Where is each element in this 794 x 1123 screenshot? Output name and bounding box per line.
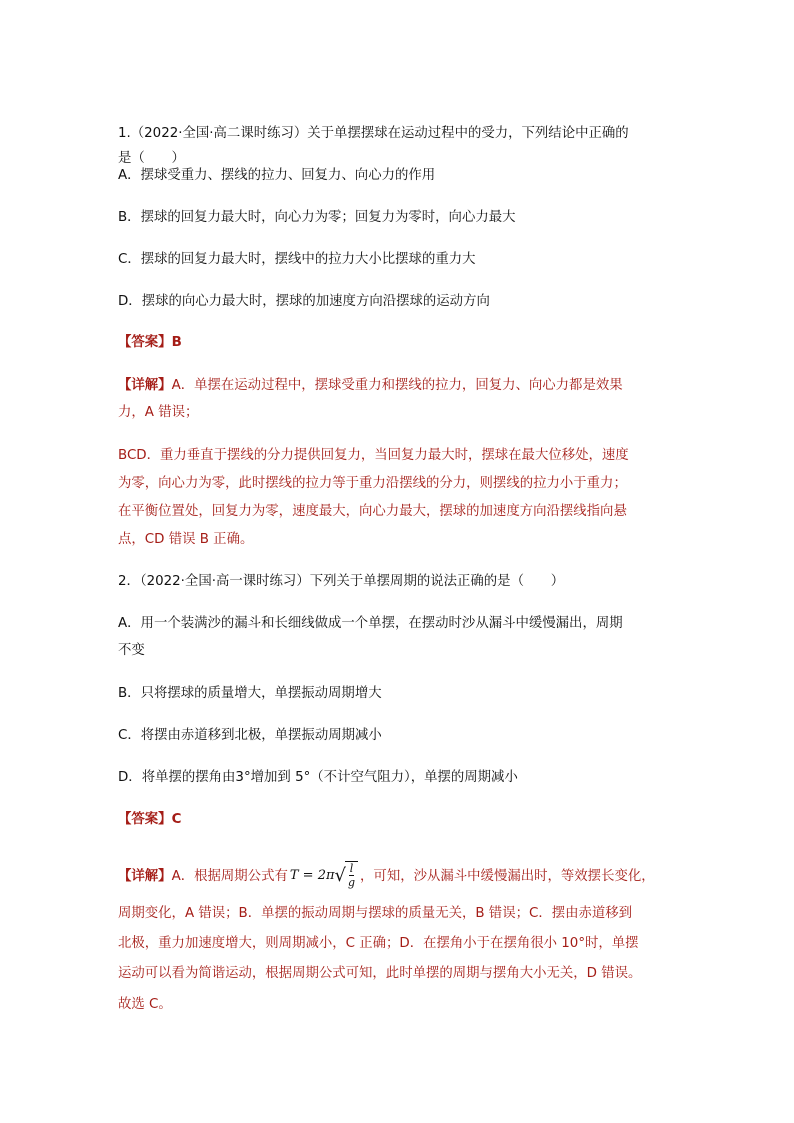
q1-option-d: D．摆球的向心力最大时，摆球的加速度方向沿摆球的运动方向 — [118, 294, 490, 309]
q1-stem-line-2: 是（ ） — [118, 151, 185, 166]
q2-detail-line-1 — [118, 859, 655, 894]
q2-answer-label: 【答案】 — [118, 812, 172, 827]
q1-detail-label: 【详解】 — [118, 378, 172, 393]
q1-answer — [118, 333, 182, 353]
q1-option-b: B．摆球的回复力最大时，向心力为零；回复力为零时，向心力最大 — [118, 210, 516, 225]
q1-detail-line-1 — [118, 376, 623, 396]
q2-option-b: B．只将摆球的质量增大，单摆振动周期增大 — [118, 686, 382, 701]
q1-detail-text-1: A．单摆在运动过程中，摆球受重力和摆线的拉力，回复力、向心力都是效果 — [171, 378, 623, 393]
q1-detail-line-2: 力，A 错误； — [118, 405, 199, 420]
q2-detail-line-4: 运动可以看为简谐运动，根据周期公式可知，此时单摆的周期与摆角大小无关，D 错误。 — [118, 966, 642, 981]
q2-option-a-line-2: 不变 — [118, 643, 145, 658]
radical-sign-icon: √ — [334, 864, 346, 886]
q2-detail-line-2: 周期变化，A 错误；B．单摆的振动周期与摆球的质量无关，B 错误；C．摆由赤道移到 — [118, 906, 633, 921]
q1-detail-line-3: BCD．重力垂直于摆线的分力提供回复力，当回复力最大时，摆球在最大位移处，速度 — [118, 448, 629, 463]
formula-numerator: l — [349, 861, 354, 875]
period-formula — [290, 859, 358, 893]
q2-detail-line-5: 故选 C。 — [118, 997, 172, 1012]
formula-lhs: T = 2π — [289, 868, 335, 883]
q2-detail-text-1b: ，可知，沙从漏斗中缓慢漏出时，等效摆长变化， — [360, 869, 655, 884]
q1-detail-line-6: 点，CD 错误 B 正确。 — [118, 532, 254, 547]
q2-option-d: D．将单摆的摆角由3°增加到 5°（不计空气阻力），单摆的周期减小 — [118, 770, 518, 785]
q2-stem: 2．（2022·全国·高一课时练习）下列关于单摆周期的说法正确的是（ ） — [118, 574, 565, 589]
formula-denominator: g — [348, 875, 356, 889]
q2-option-c: C．将摆由赤道移到北极，单摆振动周期减小 — [118, 728, 382, 743]
q2-detail-label: 【详解】 — [118, 869, 172, 884]
q2-answer-value: C — [171, 812, 182, 827]
q2-option-a-line-1: A．用一个装满沙的漏斗和长细线做成一个单摆，在摆动时沙从漏斗中缓慢漏出，周期 — [118, 616, 623, 631]
q2-answer — [118, 810, 181, 830]
q1-detail-line-4: 为零，向心力为零，此时摆线的拉力等于重力沿摆线的分力，则摆线的拉力小于重力； — [118, 476, 627, 491]
q1-answer-value: B — [171, 335, 182, 350]
q2-detail-line-3: 北极，重力加速度增大，则周期减小，C 正确；D．在摆角小于在摆角很小 10°时，单摆 — [118, 936, 639, 951]
sqrt-radical — [335, 861, 359, 891]
q1-stem-line-1: 1.（2022·全国·高二课时练习）关于单摆摆球在运动过程中的受力，下列结论中正确的 — [118, 126, 629, 141]
q2-detail-text-1a: A．根据周期公式有 — [171, 869, 288, 884]
q1-answer-label: 【答案】 — [118, 335, 172, 350]
formula-fraction — [345, 861, 358, 891]
q1-option-c: C．摆球的回复力最大时，摆线中的拉力大小比摆球的重力大 — [118, 252, 476, 267]
q1-detail-line-5: 在平衡位置处，回复力为零，速度最大，向心力最大，摆球的加速度方向沿摆线指向悬 — [118, 504, 627, 519]
q1-option-a: A．摆球受重力、摆线的拉力、回复力、向心力的作用 — [118, 168, 436, 183]
